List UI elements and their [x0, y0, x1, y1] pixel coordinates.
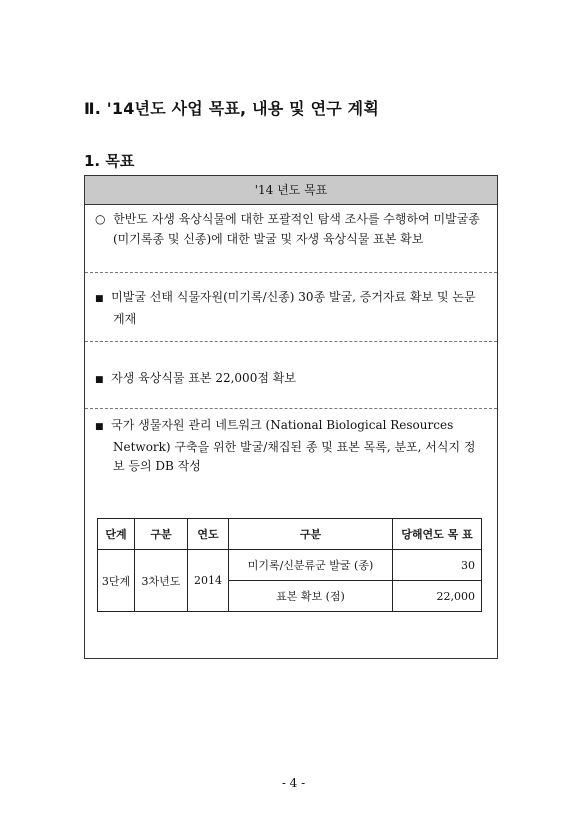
goals-box [84, 175, 498, 659]
phase-cell: 3차년도 [135, 550, 188, 612]
item-cell: 표본 확보 (점) [229, 581, 393, 612]
col-header-category: 구분 [135, 519, 188, 550]
target-cell: 22,000 [393, 581, 482, 612]
square-bullet-icon: ■ [95, 294, 104, 304]
circle-bullet-icon: ○ [95, 212, 106, 226]
targets-table [97, 518, 482, 612]
page-number: - 4 - [281, 776, 306, 790]
stage-cell: 3단계 [98, 550, 135, 612]
square-bullet-icon: ■ [95, 422, 104, 432]
goal-item-2 [95, 288, 487, 329]
subsection-title: 1. 목표 [84, 152, 135, 170]
divider [85, 341, 497, 342]
col-header-item: 구분 [229, 519, 393, 550]
goal-item-1 [95, 210, 487, 249]
goal-text: 국가 생물자원 관리 네트워크 (National Biological Resources Network) 구축을 위한 발굴/채집된 종 및 표본 목록, 분포, 서식지 정보 등의 DB 작성 [111, 418, 476, 473]
col-header-target: 당해연도 목 표 [393, 519, 482, 550]
goal-text: 자생 육상식물 표본 22,000점 확보 [111, 371, 296, 385]
col-header-year: 연도 [188, 519, 229, 550]
item-cell: 미기록/신분류군 발굴 (종) [229, 550, 393, 581]
year-cell: 2014 [188, 550, 229, 612]
goal-text: 한반도 자생 육상식물에 대한 포괄적인 탐색 조사를 수행하여 미발굴종 (미기록종 및 신종)에 대한 발굴 및 자생 육상식물 표본 확보 [113, 212, 480, 246]
square-bullet-icon: ■ [95, 375, 104, 385]
goal-item-4 [95, 416, 487, 477]
divider [85, 408, 497, 409]
divider [85, 272, 497, 273]
table-header-row [98, 519, 482, 550]
goal-text: 미발굴 선태 식물자원(미기록/신종) 30종 발굴, 증거자료 확보 및 논문 게재 [111, 290, 476, 326]
goal-item-3 [95, 369, 487, 391]
section-title: Ⅱ. '14년도 사업 목표, 내용 및 연구 계획 [84, 99, 379, 118]
table-row [98, 550, 482, 581]
col-header-stage: 단계 [98, 519, 135, 550]
goals-box-header: '14 년도 목표 [85, 176, 497, 205]
target-cell: 30 [393, 550, 482, 581]
